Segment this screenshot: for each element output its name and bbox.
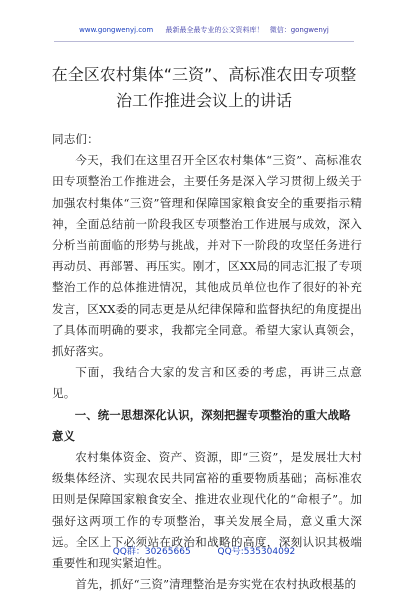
header-divider <box>54 41 354 42</box>
header-website-link[interactable]: www.gongwenyj.com <box>79 26 154 34</box>
paragraph-section-1: 农村集体资金、资产、资源，即“三资”，是发展壮大村级集体经济、实现农民共同富裕的重要物质基础；高标准农田则是保障国家粮食安全、推进农业现代化的“命根子”。加强好这两项工作的专项整治，事关发展全局，意义重大深远。全区上下必须站在政治和战略的高度，深刻认识其极端重要性和现实紧迫性。 <box>52 450 362 571</box>
page-header <box>40 24 368 40</box>
salutation: 同志们： <box>52 132 99 146</box>
footer-qq-number: QQ号:535304092 <box>217 547 296 557</box>
paragraph-first-point: 首先，抓好“三资”清理整治是夯实党在农村执政根基的 <box>75 577 357 592</box>
title-line-2: 治工作推进会议上的讲话 <box>115 91 292 110</box>
paragraph-transition: 下面，我结合大家的发言和区委的考虑，再讲三点意见。 <box>52 365 362 401</box>
title-line-1: 在全区农村集体“三资”、高标准农田专项整 <box>51 65 357 84</box>
header-wechat: 微信：gongwenyj <box>269 26 329 34</box>
document-body <box>52 129 362 595</box>
paragraph-opening: 今天，我们在这里召开全区农村集体“三资”、高标准农田专项整治工作推进会，主要任务是深入学习贯彻上级关于加强农村集体“三资”管理和保障国家粮食安全的重要指示精神，全面总结前一阶段我区专项整治工作进展与成效，深入分析当前面临的形势与挑战，并对下一阶段的攻坚任务进行再动员、再部署、再压实。刚才，区XX局的同志汇报了专项整治工作的总体推进情况，其他成员单位也作了很好的补充发言，区XX委的同志更是从纪律保障和监督执纪的角度提出了具体而明确的要求，我都完全同意。希望大家认真领会，抓好落实。 <box>52 153 362 359</box>
footer-qq-group: QQ群：30265665 <box>112 547 191 557</box>
header-slogan: 最新最全最专业的公文资料库！ <box>165 26 264 34</box>
page-footer <box>0 545 408 559</box>
section-heading-1: 一、统一思想深化认识，深刻把握专项整治的重大战略意义 <box>52 407 351 443</box>
document-title <box>40 62 368 114</box>
